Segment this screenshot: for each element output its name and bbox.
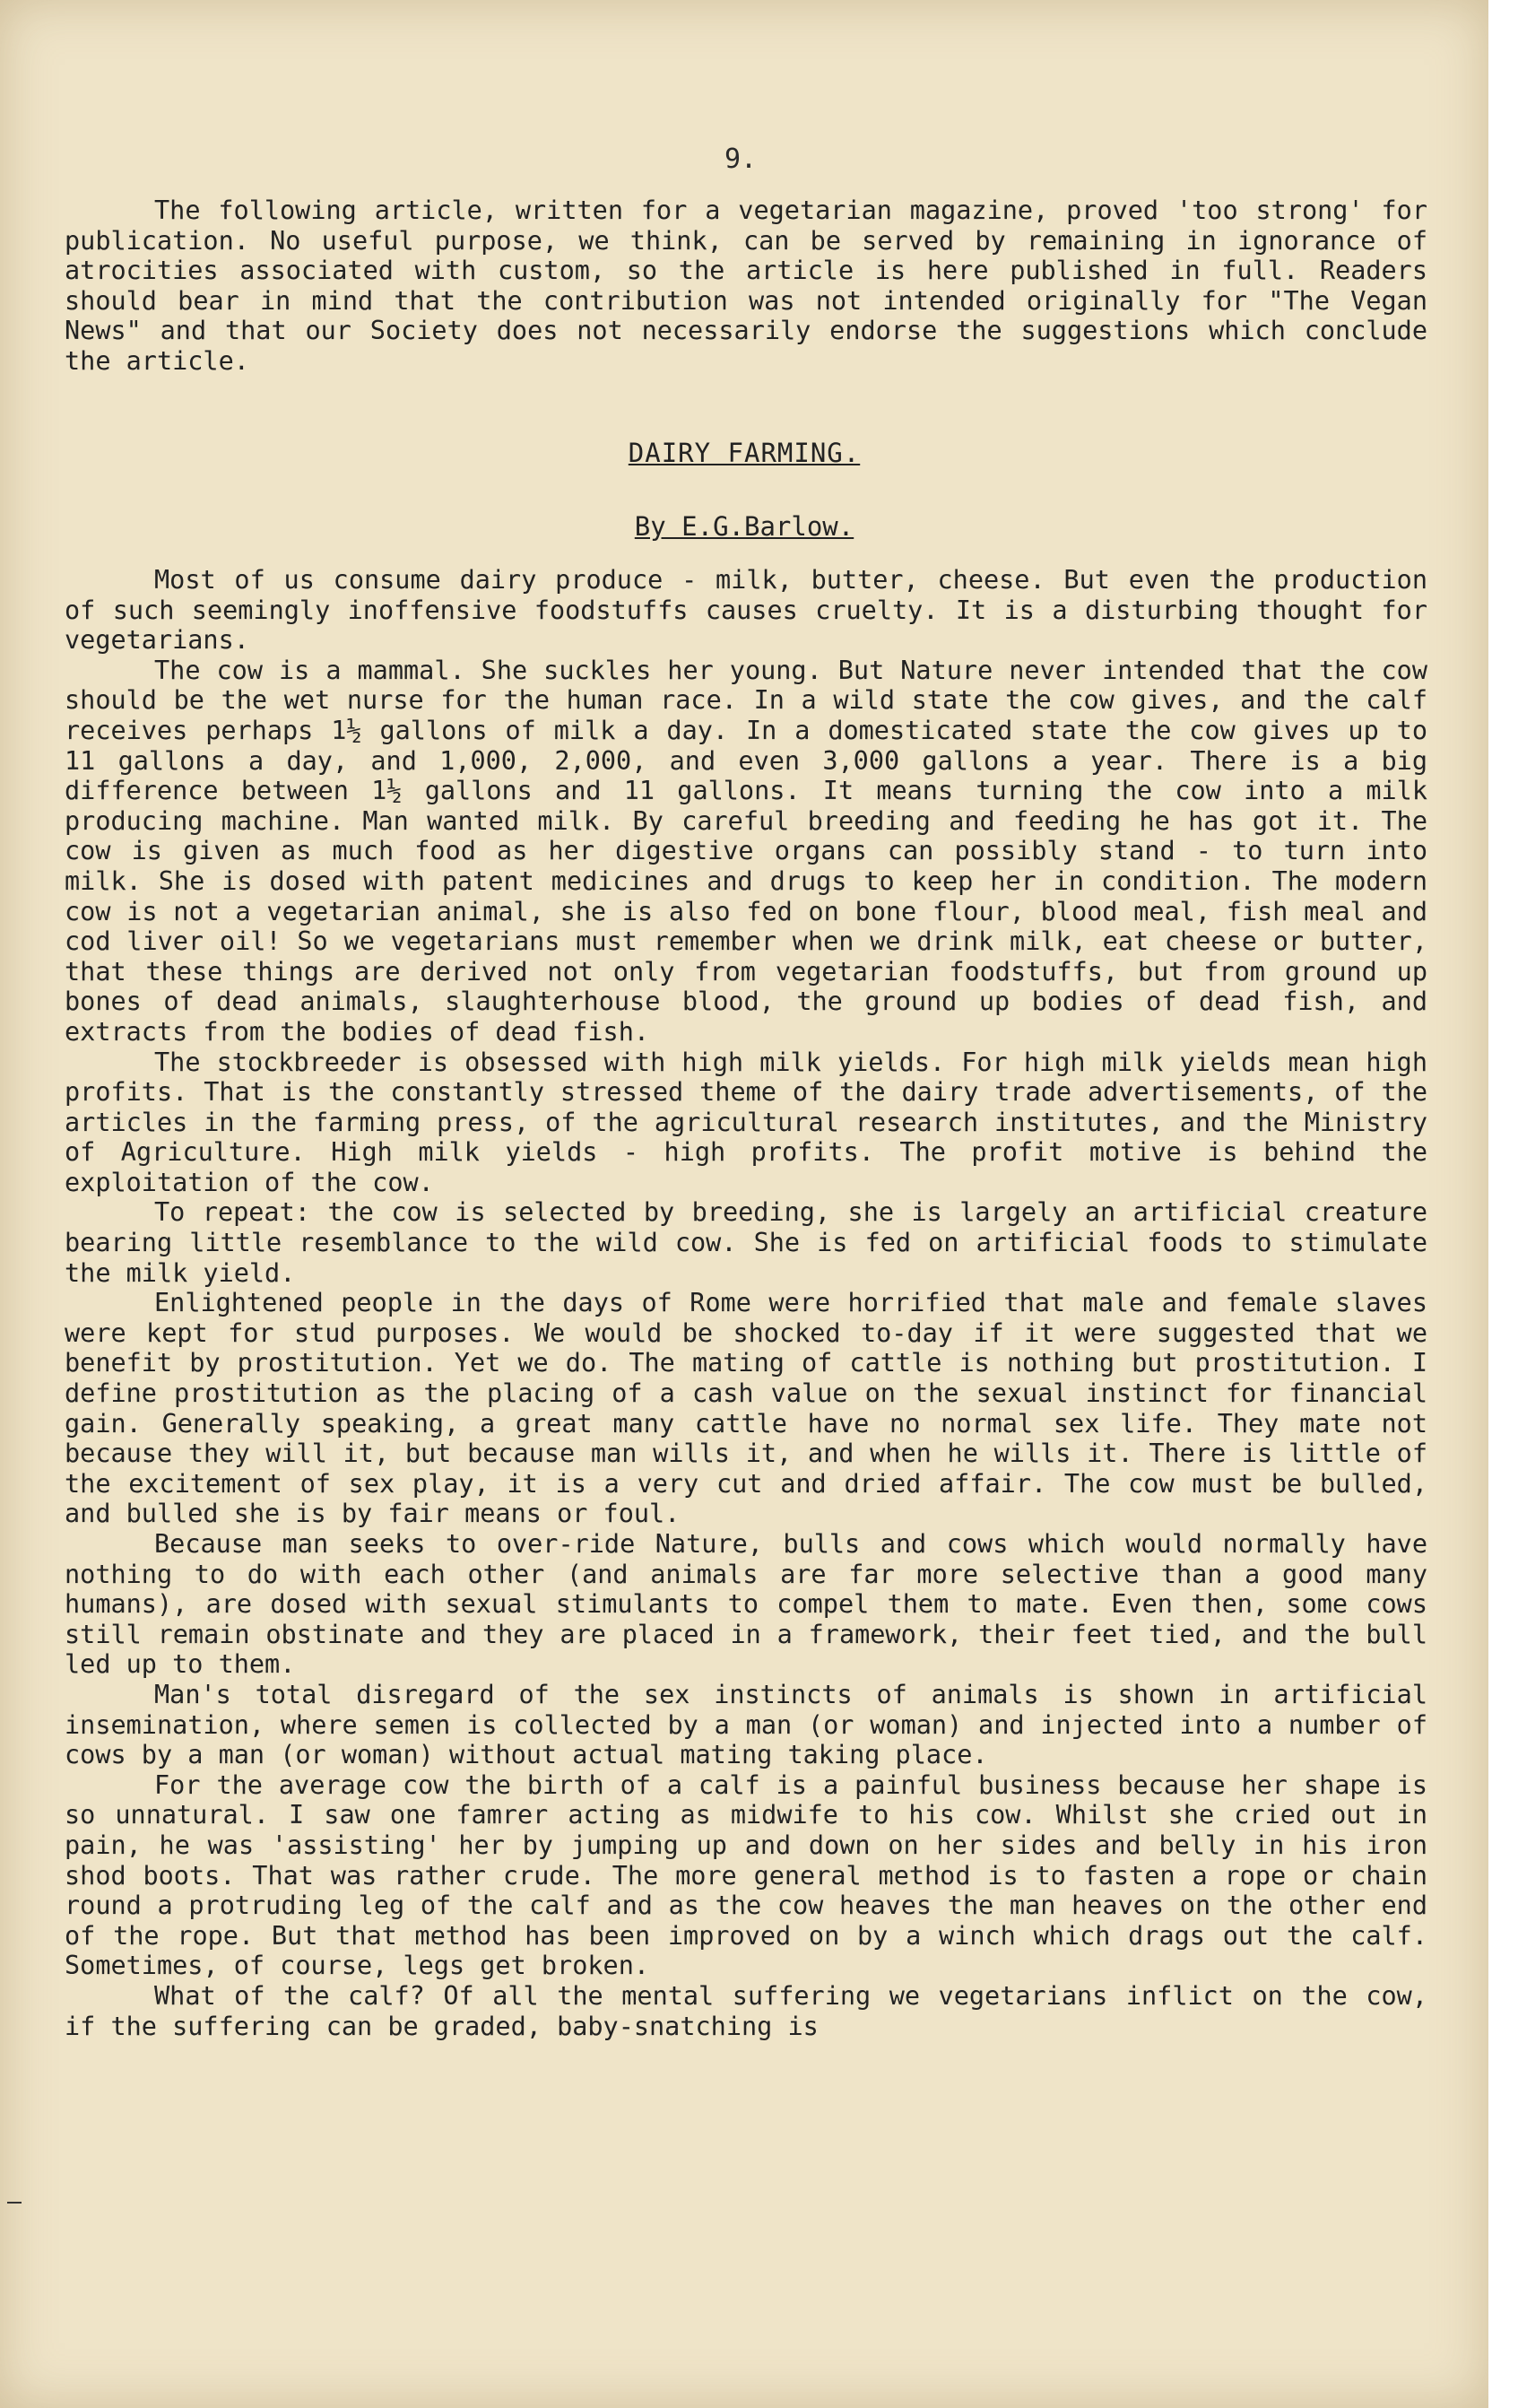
- intro-paragraph: The following article, written for a vegetarian magazine, proved 'too strong' for publication. No useful purpose, we think, can be served by remaining in ignorance of atrocities associated with custom, so the article is here published in full. Readers should bear in mind that the contribution was not intended originally for "The Vegan News" and that our Society does not necessarily endorse the suggestions which conclude the article.: [65, 196, 1427, 376]
- paragraph: To repeat: the cow is selected by breeding, she is largely an artificial creature bearing little resemblance to the wild cow. She is fed on artificial foods to stimulate the milk yield.: [65, 1197, 1427, 1288]
- paragraph: The stockbreeder is obsessed with high milk yields. For high milk yields mean high profits. That is the constantly stressed theme of the dairy trade advertisements, of the articles in the farming press, of the agricultural research institutes, and the Ministry of Agriculture. High milk yields - high profits. The profit motive is behind the exploitation of the cow.: [65, 1047, 1427, 1197]
- paragraph: For the average cow the birth of a calf is a painful business because her shape is so unnatural. I saw one famrer acting as midwife to his cow. Whilst she cried out in pain, he was 'assisting' her by jumping up and down on her sides and belly in his iron shod boots. That was rather crude. The more general method is to fasten a rope or chain round a protruding leg of the calf and as the cow heaves the man heaves on the other end of the rope. But that method has been improved on by a winch which drags out the calf. Sometimes, of course, legs get broken.: [65, 1769, 1427, 1981]
- paragraph: Enlightened people in the days of Rome were horrified that male and female slaves were kept for stud purposes. We would be shocked to-day if it were suggested that we benefit by prostitution. Yet we do. The mating of cattle is nothing but prostitution. I define prostitution as the placing of a cash value on the sexual instinct for financial gain. Generally speaking, a great many cattle have no normal sex life. They mate not because they will it, but because man wills it, and when he wills it. There is little of the excitement of sex play, it is a very cut and dried affair. The cow must be bulled, and bulled she is by fair means or foul.: [65, 1288, 1427, 1529]
- paragraph: Because man seeks to over-ride Nature, bulls and cows which would normally have nothing to do with each other (and animals are far more selective than a good many humans), are dosed with sexual stimulants to compel them to mate. Even then, some cows still remain obstinate and they are placed in a framework, their feet tied, and the bull led up to them.: [65, 1529, 1427, 1680]
- intro-note: [65, 196, 1427, 377]
- paragraph: Man's total disregard of the sex instincts of animals is shown in artificial insemination, where semen is collected by a man (or woman) and injected into a number of cows by a man (or woman) without actual mating taking place.: [65, 1679, 1427, 1770]
- margin-mark: [7, 2202, 22, 2204]
- article-byline: By E.G.Barlow.: [634, 511, 854, 542]
- paragraph: What of the calf? Of all the mental suffering we vegetarians inflict on the cow, if the suffering can be graded, baby-snatching is: [65, 1980, 1427, 2041]
- article-title: DAIRY FARMING.: [628, 438, 861, 468]
- paragraph: Most of us consume dairy produce - milk, butter, cheese. But even the production of such seemingly inoffensive foodstuffs causes cruelty. It is a disturbing thought for vegetarians.: [65, 565, 1427, 656]
- article-body: [65, 565, 1427, 2041]
- paragraph: The cow is a mammal. She suckles her young. But Nature never intended that the cow should be the wet nurse for the human race. In a wild state the cow gives, and the calf receives perhaps 1½ gallons of milk a day. In a domesticated state the cow gives up to 11 gallons a day, and 1,000, 2,000, and even 3,000 gallons a year. There is a big difference between 1½ gallons and 11 gallons. It means turning the cow into a milk producing machine. Man wanted milk. By careful breeding and feeding he has got it. The cow is given as much food as her digestive organs can possibly stand - to turn into milk. She is dosed with patent medicines and drugs to keep her in condition. The modern cow is not a vegetarian animal, she is also fed on bone flour, blood meal, fish meal and cod liver oil! So we vegetarians must remember when we drink milk, eat cheese or butter, that these things are derived not only from vegetarian foodstuffs, but from ground up bones of dead animals, slaughterhouse blood, the ground up bodies of dead fish, and extracts from the bodies of dead fish.: [65, 655, 1427, 1047]
- page-number: 9.: [724, 143, 758, 175]
